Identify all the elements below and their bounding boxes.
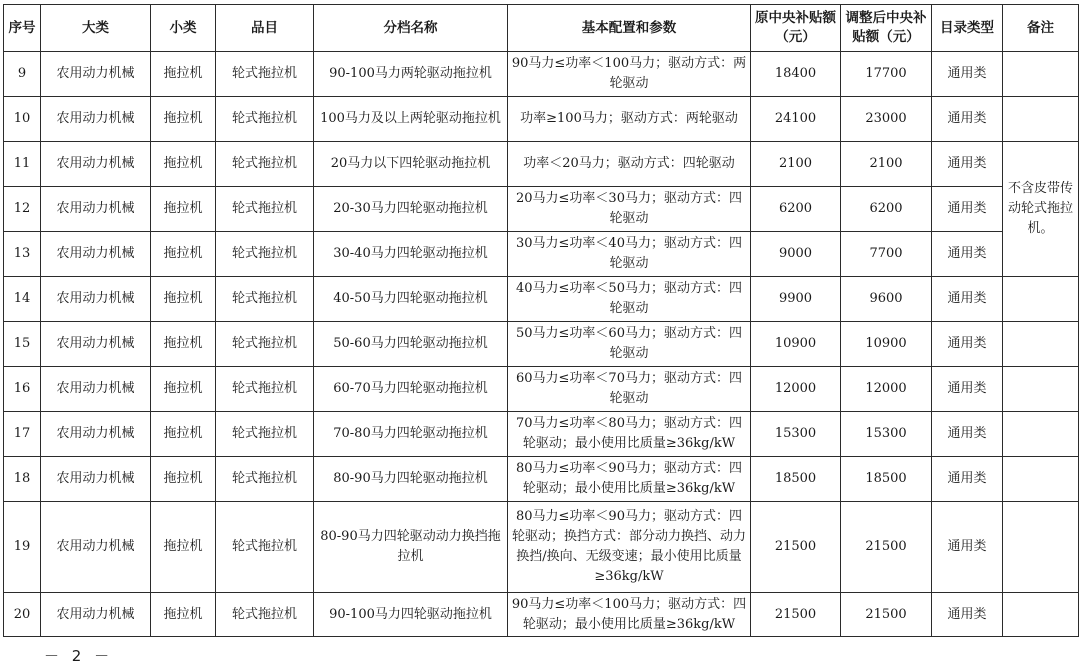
config-cell: 80马力≤功率＜90马力；驱动方式：四轮驱动；最小使用比质量≥36kg/kW bbox=[508, 457, 751, 502]
remark-cell bbox=[1003, 457, 1079, 502]
config-cell: 80马力≤功率＜90马力；驱动方式：四轮驱动；换挡方式：部分动力换挡、动力换挡/换向、无级变速；最小使用比质量≥36kg/kW bbox=[508, 502, 751, 593]
table-row bbox=[4, 52, 1079, 97]
adjusted-subsidy-cell: 15300 bbox=[841, 412, 932, 457]
orig-subsidy-cell: 9000 bbox=[751, 232, 841, 277]
subcategory-cell: 拖拉机 bbox=[151, 52, 216, 97]
adjusted-subsidy-cell: 21500 bbox=[841, 593, 932, 637]
subcategory-cell: 拖拉机 bbox=[151, 367, 216, 412]
grade-cell: 60-70马力四轮驱动拖拉机 bbox=[314, 367, 508, 412]
grade-cell: 30-40马力四轮驱动拖拉机 bbox=[314, 232, 508, 277]
catalog-type-cell: 通用类 bbox=[932, 322, 1003, 367]
subcategory-cell: 拖拉机 bbox=[151, 412, 216, 457]
item-cell: 轮式拖拉机 bbox=[216, 457, 314, 502]
seq-cell: 20 bbox=[4, 593, 41, 637]
catalog-type-cell: 通用类 bbox=[932, 187, 1003, 232]
grade-cell: 50-60马力四轮驱动拖拉机 bbox=[314, 322, 508, 367]
adjusted-subsidy-cell: 2100 bbox=[841, 142, 932, 187]
adjusted-subsidy-cell: 18500 bbox=[841, 457, 932, 502]
catalog-type-cell: 通用类 bbox=[932, 412, 1003, 457]
seq-cell: 13 bbox=[4, 232, 41, 277]
header-orig-subsidy: 原中央补贴额（元） bbox=[751, 5, 841, 52]
header-seq: 序号 bbox=[4, 5, 41, 52]
orig-subsidy-cell: 9900 bbox=[751, 277, 841, 322]
config-cell: 30马力≤功率＜40马力；驱动方式：四轮驱动 bbox=[508, 232, 751, 277]
seq-cell: 19 bbox=[4, 502, 41, 593]
remark-cell bbox=[1003, 277, 1079, 322]
catalog-type-cell: 通用类 bbox=[932, 232, 1003, 277]
item-cell: 轮式拖拉机 bbox=[216, 502, 314, 593]
remark-cell bbox=[1003, 322, 1079, 367]
table-row bbox=[4, 457, 1079, 502]
config-cell: 90马力≤功率＜100马力；驱动方式：两轮驱动 bbox=[508, 52, 751, 97]
orig-subsidy-cell: 18500 bbox=[751, 457, 841, 502]
adjusted-subsidy-cell: 12000 bbox=[841, 367, 932, 412]
header-catalog-type: 目录类型 bbox=[932, 5, 1003, 52]
catalog-type-cell: 通用类 bbox=[932, 97, 1003, 142]
seq-cell: 14 bbox=[4, 277, 41, 322]
header-grade: 分档名称 bbox=[314, 5, 508, 52]
adjusted-subsidy-cell: 9600 bbox=[841, 277, 932, 322]
orig-subsidy-cell: 6200 bbox=[751, 187, 841, 232]
item-cell: 轮式拖拉机 bbox=[216, 593, 314, 637]
table-row bbox=[4, 187, 1079, 232]
catalog-type-cell: 通用类 bbox=[932, 277, 1003, 322]
category-cell: 农用动力机械 bbox=[41, 502, 151, 593]
seq-cell: 10 bbox=[4, 97, 41, 142]
category-cell: 农用动力机械 bbox=[41, 593, 151, 637]
category-cell: 农用动力机械 bbox=[41, 52, 151, 97]
table-row bbox=[4, 142, 1079, 187]
catalog-type-cell: 通用类 bbox=[932, 502, 1003, 593]
category-cell: 农用动力机械 bbox=[41, 232, 151, 277]
config-cell: 40马力≤功率＜50马力；驱动方式：四轮驱动 bbox=[508, 277, 751, 322]
subcategory-cell: 拖拉机 bbox=[151, 502, 216, 593]
grade-cell: 80-90马力四轮驱动动力换挡拖拉机 bbox=[314, 502, 508, 593]
table-row bbox=[4, 593, 1079, 637]
grade-cell: 90-100马力四轮驱动拖拉机 bbox=[314, 593, 508, 637]
grade-cell: 40-50马力四轮驱动拖拉机 bbox=[314, 277, 508, 322]
table-row bbox=[4, 502, 1079, 593]
category-cell: 农用动力机械 bbox=[41, 367, 151, 412]
subcategory-cell: 拖拉机 bbox=[151, 232, 216, 277]
seq-cell: 12 bbox=[4, 187, 41, 232]
item-cell: 轮式拖拉机 bbox=[216, 322, 314, 367]
grade-cell: 80-90马力四轮驱动拖拉机 bbox=[314, 457, 508, 502]
category-cell: 农用动力机械 bbox=[41, 412, 151, 457]
category-cell: 农用动力机械 bbox=[41, 277, 151, 322]
subcategory-cell: 拖拉机 bbox=[151, 97, 216, 142]
config-cell: 70马力≤功率＜80马力；驱动方式：四轮驱动；最小使用比质量≥36kg/kW bbox=[508, 412, 751, 457]
orig-subsidy-cell: 2100 bbox=[751, 142, 841, 187]
remark-cell: 不含皮带传动轮式拖拉机。 bbox=[1003, 142, 1079, 277]
adjusted-subsidy-cell: 21500 bbox=[841, 502, 932, 593]
adjusted-subsidy-cell: 10900 bbox=[841, 322, 932, 367]
category-cell: 农用动力机械 bbox=[41, 457, 151, 502]
config-cell: 60马力≤功率＜70马力；驱动方式：四轮驱动 bbox=[508, 367, 751, 412]
catalog-type-cell: 通用类 bbox=[932, 457, 1003, 502]
category-cell: 农用动力机械 bbox=[41, 187, 151, 232]
seq-cell: 11 bbox=[4, 142, 41, 187]
grade-cell: 70-80马力四轮驱动拖拉机 bbox=[314, 412, 508, 457]
remark-cell bbox=[1003, 367, 1079, 412]
header-adjusted-subsidy: 调整后中央补贴额（元） bbox=[841, 5, 932, 52]
item-cell: 轮式拖拉机 bbox=[216, 412, 314, 457]
orig-subsidy-cell: 15300 bbox=[751, 412, 841, 457]
orig-subsidy-cell: 21500 bbox=[751, 593, 841, 637]
category-cell: 农用动力机械 bbox=[41, 322, 151, 367]
catalog-type-cell: 通用类 bbox=[932, 367, 1003, 412]
category-cell: 农用动力机械 bbox=[41, 142, 151, 187]
orig-subsidy-cell: 12000 bbox=[751, 367, 841, 412]
remark-cell bbox=[1003, 52, 1079, 97]
remark-cell bbox=[1003, 593, 1079, 637]
orig-subsidy-cell: 18400 bbox=[751, 52, 841, 97]
header-category: 大类 bbox=[41, 5, 151, 52]
header-remark: 备注 bbox=[1003, 5, 1079, 52]
orig-subsidy-cell: 10900 bbox=[751, 322, 841, 367]
seq-cell: 15 bbox=[4, 322, 41, 367]
item-cell: 轮式拖拉机 bbox=[216, 187, 314, 232]
orig-subsidy-cell: 21500 bbox=[751, 502, 841, 593]
config-cell: 功率＜20马力；驱动方式：四轮驱动 bbox=[508, 142, 751, 187]
subcategory-cell: 拖拉机 bbox=[151, 457, 216, 502]
config-cell: 50马力≤功率＜60马力；驱动方式：四轮驱动 bbox=[508, 322, 751, 367]
subcategory-cell: 拖拉机 bbox=[151, 142, 216, 187]
header-item: 品目 bbox=[216, 5, 314, 52]
seq-cell: 16 bbox=[4, 367, 41, 412]
header-row bbox=[4, 5, 1079, 52]
header-config: 基本配置和参数 bbox=[508, 5, 751, 52]
adjusted-subsidy-cell: 7700 bbox=[841, 232, 932, 277]
catalog-type-cell: 通用类 bbox=[932, 142, 1003, 187]
category-cell: 农用动力机械 bbox=[41, 97, 151, 142]
config-cell: 90马力≤功率＜100马力；驱动方式：四轮驱动；最小使用比质量≥36kg/kW bbox=[508, 593, 751, 637]
table-row bbox=[4, 367, 1079, 412]
adjusted-subsidy-cell: 6200 bbox=[841, 187, 932, 232]
grade-cell: 20-30马力四轮驱动拖拉机 bbox=[314, 187, 508, 232]
item-cell: 轮式拖拉机 bbox=[216, 97, 314, 142]
subcategory-cell: 拖拉机 bbox=[151, 593, 216, 637]
header-subcategory: 小类 bbox=[151, 5, 216, 52]
item-cell: 轮式拖拉机 bbox=[216, 52, 314, 97]
table-row bbox=[4, 232, 1079, 277]
subcategory-cell: 拖拉机 bbox=[151, 322, 216, 367]
table-row bbox=[4, 277, 1079, 322]
table-row bbox=[4, 322, 1079, 367]
adjusted-subsidy-cell: 23000 bbox=[841, 97, 932, 142]
catalog-type-cell: 通用类 bbox=[932, 52, 1003, 97]
remark-cell bbox=[1003, 412, 1079, 457]
remark-cell bbox=[1003, 502, 1079, 593]
seq-cell: 17 bbox=[4, 412, 41, 457]
subcategory-cell: 拖拉机 bbox=[151, 277, 216, 322]
table-body bbox=[4, 52, 1079, 637]
grade-cell: 90-100马力两轮驱动拖拉机 bbox=[314, 52, 508, 97]
adjusted-subsidy-cell: 17700 bbox=[841, 52, 932, 97]
remark-cell bbox=[1003, 97, 1079, 142]
item-cell: 轮式拖拉机 bbox=[216, 277, 314, 322]
item-cell: 轮式拖拉机 bbox=[216, 232, 314, 277]
grade-cell: 100马力及以上两轮驱动拖拉机 bbox=[314, 97, 508, 142]
catalog-type-cell: 通用类 bbox=[932, 593, 1003, 637]
config-cell: 功率≥100马力；驱动方式：两轮驱动 bbox=[508, 97, 751, 142]
table-row bbox=[4, 412, 1079, 457]
seq-cell: 9 bbox=[4, 52, 41, 97]
table-row bbox=[4, 97, 1079, 142]
orig-subsidy-cell: 24100 bbox=[751, 97, 841, 142]
subcategory-cell: 拖拉机 bbox=[151, 187, 216, 232]
seq-cell: 18 bbox=[4, 457, 41, 502]
item-cell: 轮式拖拉机 bbox=[216, 142, 314, 187]
subsidy-table bbox=[3, 4, 1079, 637]
grade-cell: 20马力以下四轮驱动拖拉机 bbox=[314, 142, 508, 187]
item-cell: 轮式拖拉机 bbox=[216, 367, 314, 412]
page-number: － 2 － bbox=[44, 647, 114, 665]
config-cell: 20马力≤功率＜30马力；驱动方式：四轮驱动 bbox=[508, 187, 751, 232]
